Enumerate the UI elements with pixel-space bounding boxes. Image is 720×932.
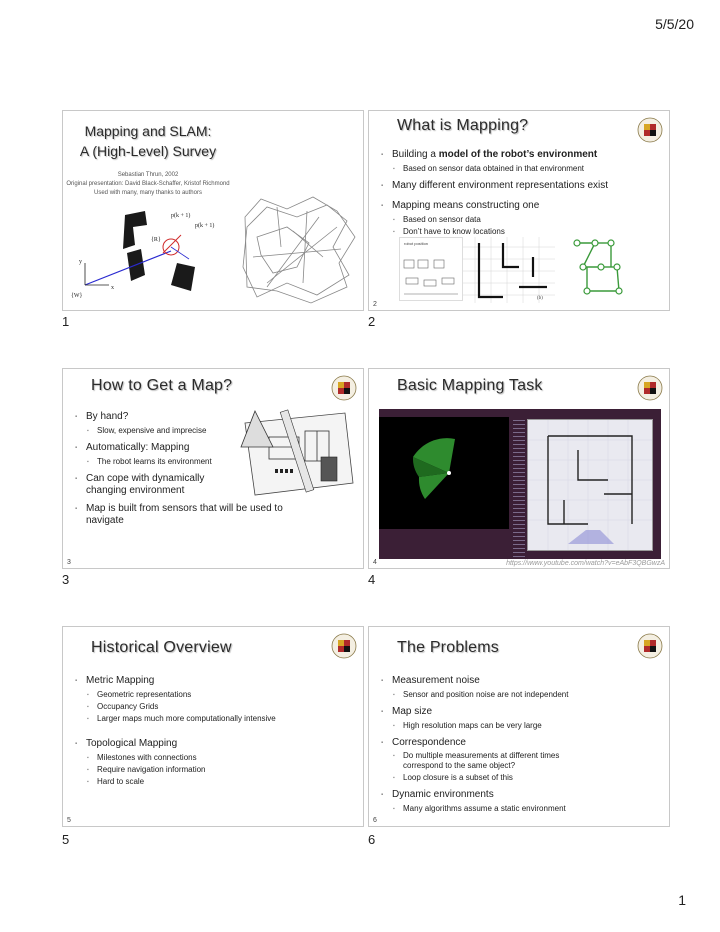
slide-3[interactable]: [62, 368, 364, 569]
slide-2-title: What is Mapping?: [397, 117, 529, 134]
slide-5-sub-milestones: ▪ Milestones with connections: [73, 753, 353, 763]
slide-6-dynamic-environments: ▪ Dynamic environments: [379, 789, 659, 801]
slide-1[interactable]: [62, 110, 364, 311]
university-seal-icon: [637, 117, 663, 143]
slide-5-metric-mapping: ▪ Metric Mapping: [73, 675, 353, 687]
slide-3-bullet-1: ▪ By hand?: [73, 411, 353, 423]
feature-map-image: [399, 237, 463, 301]
slide-1-thanks: Used with many, many thanks to authors: [94, 190, 202, 196]
slide-3-bullet-3: ▪ Can cope with dynamically changing environment: [73, 473, 226, 497]
slide-3-caption: 3: [62, 572, 70, 587]
slide-5-sub-larger-maps: ▪ Larger maps much more computationally intensive: [73, 714, 353, 724]
slide-6-correspondence: ▪ Correspondence: [379, 737, 659, 749]
slide-2-bullet-2: ▪ Many different environment representations exist: [379, 180, 659, 192]
slide-3-number: 3: [67, 559, 71, 566]
slide-5-topological-mapping: ▪ Topological Mapping: [73, 738, 353, 750]
slide-5-sub-navigation: ▪ Require navigation information: [73, 765, 353, 775]
slide-1-original-presentation: Original presentation: David Black-Schaffer, Kristof Richmond: [66, 181, 230, 187]
slide-3-sub-2: ▪ The robot learns its environment: [73, 457, 353, 467]
university-seal-icon: [637, 633, 663, 659]
slide-3-sub-1: ▪ Slow, expensive and imprecise: [73, 426, 353, 436]
slide-2-sub-3a: ▪ Based on sensor data: [379, 215, 659, 225]
label-frame-r: {R}: [151, 237, 161, 243]
slide-2-sub-3b: ▪ Don’t have to know locations: [379, 227, 659, 237]
slide-6-caption: 6: [368, 832, 376, 847]
slide-6[interactable]: [368, 626, 670, 827]
slide-6-sub-resolution: ▪ High resolution maps can be very large: [379, 721, 659, 731]
drafting-tools-illustration: [235, 407, 357, 499]
robot-pose-figure: [67, 205, 237, 305]
label-axis-y: y: [79, 259, 82, 265]
slide-2[interactable]: [368, 110, 670, 311]
slide-2-caption: 2: [368, 314, 376, 329]
university-seal-icon: [637, 375, 663, 401]
slide-6-map-size: ▪ Map size: [379, 706, 659, 718]
slide-5-sub-occupancy: ▪ Occupancy Grids: [73, 702, 353, 712]
slide-6-number: 6: [373, 817, 377, 824]
slide-5-sub-geometric: ▪ Geometric representations: [73, 690, 353, 700]
label-pose: p(k + 1): [195, 223, 215, 229]
slide-1-title-line2: A (High-Level) Survey: [79, 143, 217, 159]
university-seal-icon: [331, 633, 357, 659]
grid-map-image: [463, 237, 555, 303]
topological-graph-image: [567, 235, 637, 301]
slide-1-caption: 1: [62, 314, 70, 329]
robot-position-label: robot position: [404, 241, 429, 246]
slide-4-caption: 4: [368, 572, 376, 587]
slide-1-title-line1: Mapping and SLAM:: [84, 123, 212, 139]
label-axis-x: x: [111, 285, 114, 291]
slide-5-title: Historical Overview: [91, 639, 232, 656]
slide-1-author: Sebastian Thrun, 2002: [117, 172, 179, 178]
slide-3-title: How to Get a Map?: [91, 377, 233, 394]
slide-6-sub-sensor-noise: ▪ Sensor and position noise are not independent: [379, 690, 659, 700]
occupancy-map-window: [527, 419, 653, 551]
label-b: (b): [537, 296, 543, 301]
mapping-video-screenshot[interactable]: [379, 409, 661, 559]
video-url-link[interactable]: https://www.youtube.com/watch?v=eAbF3QBGwzA: [506, 560, 665, 567]
slide-5-number: 5: [67, 817, 71, 824]
slide-4-number: 4: [373, 559, 377, 566]
label-frame-w: {W}: [71, 293, 83, 299]
slide-2-bullet-3: ▪ Mapping means constructing one: [379, 200, 659, 212]
slide-4[interactable]: [368, 368, 670, 569]
slide-6-measurement-noise: ▪ Measurement noise: [379, 675, 659, 687]
slide-2-number: 2: [373, 301, 377, 308]
slide-5[interactable]: [62, 626, 364, 827]
label-pose-next: p(k + 1): [171, 213, 191, 219]
slide-5-caption: 5: [62, 832, 70, 847]
slide-2-bullet-1: ▪ Building a model of the robot’s environment: [379, 149, 659, 161]
slide-3-bullet-4: ▪ Map is built from sensors that will be used to navigate: [73, 503, 306, 527]
laser-scan-map: [237, 187, 361, 307]
slide-3-bullet-2: ▪ Automatically: Mapping: [73, 442, 353, 454]
slide-6-sub-static: ▪ Many algorithms assume a static environment: [379, 804, 659, 814]
slide-4-title: Basic Mapping Task: [397, 377, 543, 394]
handout-date: 5/5/20: [655, 16, 694, 32]
slide-6-sub-multiple-measurements: ▪ Do multiple measurements at different times correspond to the same object?: [379, 751, 593, 771]
rviz-laser-view: [379, 417, 509, 529]
slide-2-sub-1: ▪ Based on sensor data obtained in that environment: [379, 164, 659, 174]
handout-page-number: 1: [678, 892, 686, 908]
slide-5-sub-scale: ▪ Hard to scale: [73, 777, 353, 787]
terminal-log: [513, 417, 525, 557]
slide-6-title: The Problems: [397, 639, 499, 656]
slide-6-sub-loop-closure: ▪ Loop closure is a subset of this: [379, 773, 659, 783]
university-seal-icon: [331, 375, 357, 401]
